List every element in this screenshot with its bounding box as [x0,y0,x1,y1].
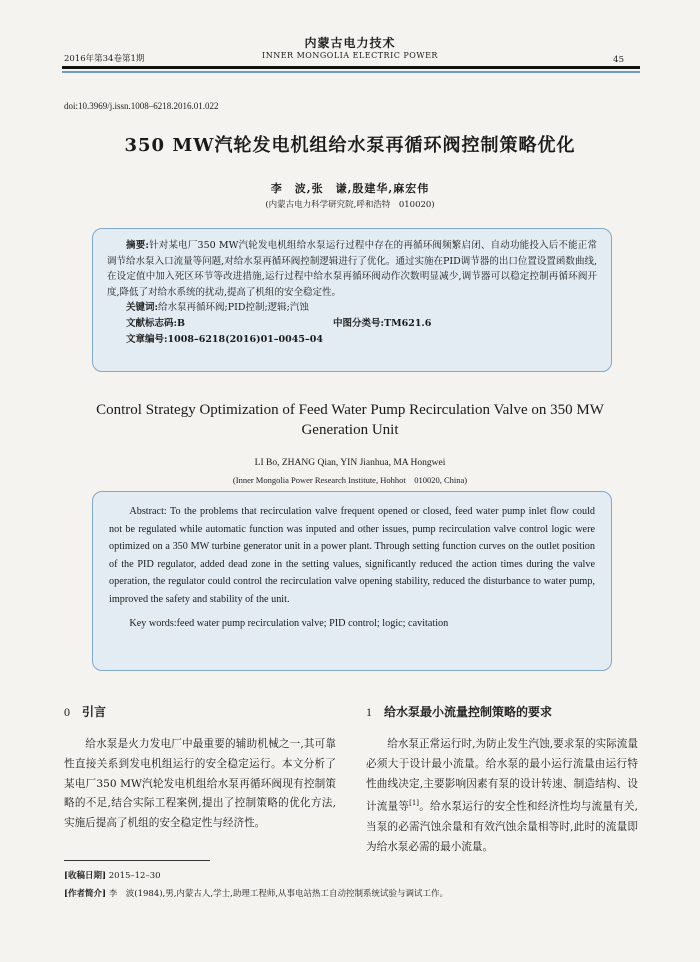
abstract-en [109,503,595,609]
abstract-en-text: To the problems that recirculation valve frequent opened or closed, feed water pump inlet flow could not be regulated while automatic function was inputed and other issues, pump recirculation valve control logic were optimized on a 350 MW turbine generator unit in a power plant. Through setting function curves on the outlet position of the PID regulator, added dead zone in the setting values, significantly reduced the action times during the valve operation, the regulator could control the recirculation valve opening stability, reduced the disturbance to water pump, improved the safety and stability of the unit. [109,506,596,605]
abstract-en-label: Abstract: [129,506,167,517]
section-0-title: 引言 [82,705,107,719]
footnote-rule [64,860,210,861]
class-number [333,316,431,332]
abstract-cn-text: 针对某电厂350 MW汽轮发电机组给水泵运行过程中存在的再循环阀频繁启闭、自动功能投入后不能正常调节给水泵入口流量等问题,对给水泵再循环阀控制逻辑进行了优化。通过实施在PID调节器的出口位置设置函数曲线,在设定值中加入死区环节等改进措施,运行过程中给水泵再循环阀动作次数明显减少,调节器可以稳定控制再循环阀开度,降低了对给水系统的扰动,提高了机组的安全稳定性。 [107,240,597,298]
issue-info: 2016年第34卷第1期 [64,54,145,64]
doc-code-label: 文献标志码: [126,317,178,329]
title-cn: 350 MW汽轮发电机组给水泵再循环阀控制策略优化 [124,135,576,156]
class-value: TM621.6 [384,317,432,329]
article-no-label: 文章编号: [126,333,168,345]
section-0-body: 给水泵是火力发电厂中最重要的辅助机械之一,其可靠性直接关系到发电机组运行的安全稳定运行。本文分析了某电厂350 MW汽轮发电机组给水泵再循环阀现有控制策略的不足,结合实际工程案例,提出了控制策略的优化方法,实施后提高了机组的安全稳定性与经济性。 [64,738,336,830]
doc-code-line [107,316,597,332]
article-no: 1008–6218(2016)01–0045–04 [167,333,323,345]
section-1-heading [366,703,552,720]
keywords-en-text: feed water pump recirculation valve; PID control; logic; cavitation [176,617,449,629]
header-rule [62,66,640,69]
article-number-line [107,332,597,348]
keywords-en-label: Key words: [129,617,177,629]
journal-name-en: INNER MONGOLIA ELECTRIC POWER [262,51,438,60]
authors-cn: 李 波,张 谦,殷建华,麻宏伟 [270,182,430,195]
keywords-cn-text: 给水泵再循环阀;PID控制;逻辑;汽蚀 [158,302,309,314]
page-number: 45 [613,55,624,65]
section-1-number: 1 [366,705,372,719]
footnote-received [64,869,161,881]
abstract-box-en [92,491,612,671]
keywords-cn-label: 关键词: [126,302,159,314]
keywords-cn [107,300,597,316]
title-en: Control Strategy Optimization of Feed Water Pump Recirculation Valve on 350 MW Generation Unit [96,402,604,438]
abstract-box-cn [92,228,612,372]
authors-en: LI Bo, ZHANG Qian, YIN Jianhua, MA Hongwei [254,458,446,468]
received-label: [收稿日期] [64,871,107,881]
affiliation-cn: (内蒙古电力科学研究院,呼和浩特 010020) [265,200,435,210]
section-1-body [366,735,638,857]
citation-ref[interactable]: [1] [409,799,420,808]
section-0-number: 0 [64,705,70,719]
abstract-cn-label: 摘要: [126,240,149,251]
affiliation-en: (Inner Mongolia Power Research Institute, Hohhot 010020, China) [232,475,468,485]
author-bio-label: [作者简介] [64,889,107,899]
section-1-title: 给水泵最小流量控制策略的要求 [384,705,553,719]
abstract-cn [107,238,597,300]
author-bio: 李 波(1984),男,内蒙古人,学士,助理工程师,从事电站热工自动控制系统试验与调试工作。 [108,889,449,899]
section-0-heading [64,703,106,720]
header-rule-accent [62,71,640,73]
section-1-text-b: 。给水泵运行的安全性和经济性均与流量有关,当泵的必需汽蚀余量和有效汽蚀余量相等时,此时的流量即为给水泵必需的最小流量。 [366,800,638,853]
section-1-text-a: 给水泵正常运行时,为防止发生汽蚀,要求泵的实际流量必须大于设计最小流量。给水泵的最小运行流量由运行特性曲线决定,主要影响因素有泵的设计转速、制造结构、设计流量等 [366,738,638,813]
keywords-en [109,615,595,633]
received-date: 2015–12–30 [108,871,161,881]
doc-code: B [177,317,186,329]
journal-name-cn: 内蒙古电力技术 [304,36,396,50]
footnote-author [64,887,448,899]
doi[interactable]: doi:10.3969/j.issn.1008–6218.2016.01.022 [64,101,219,111]
class-label: 中图分类号: [333,317,385,329]
